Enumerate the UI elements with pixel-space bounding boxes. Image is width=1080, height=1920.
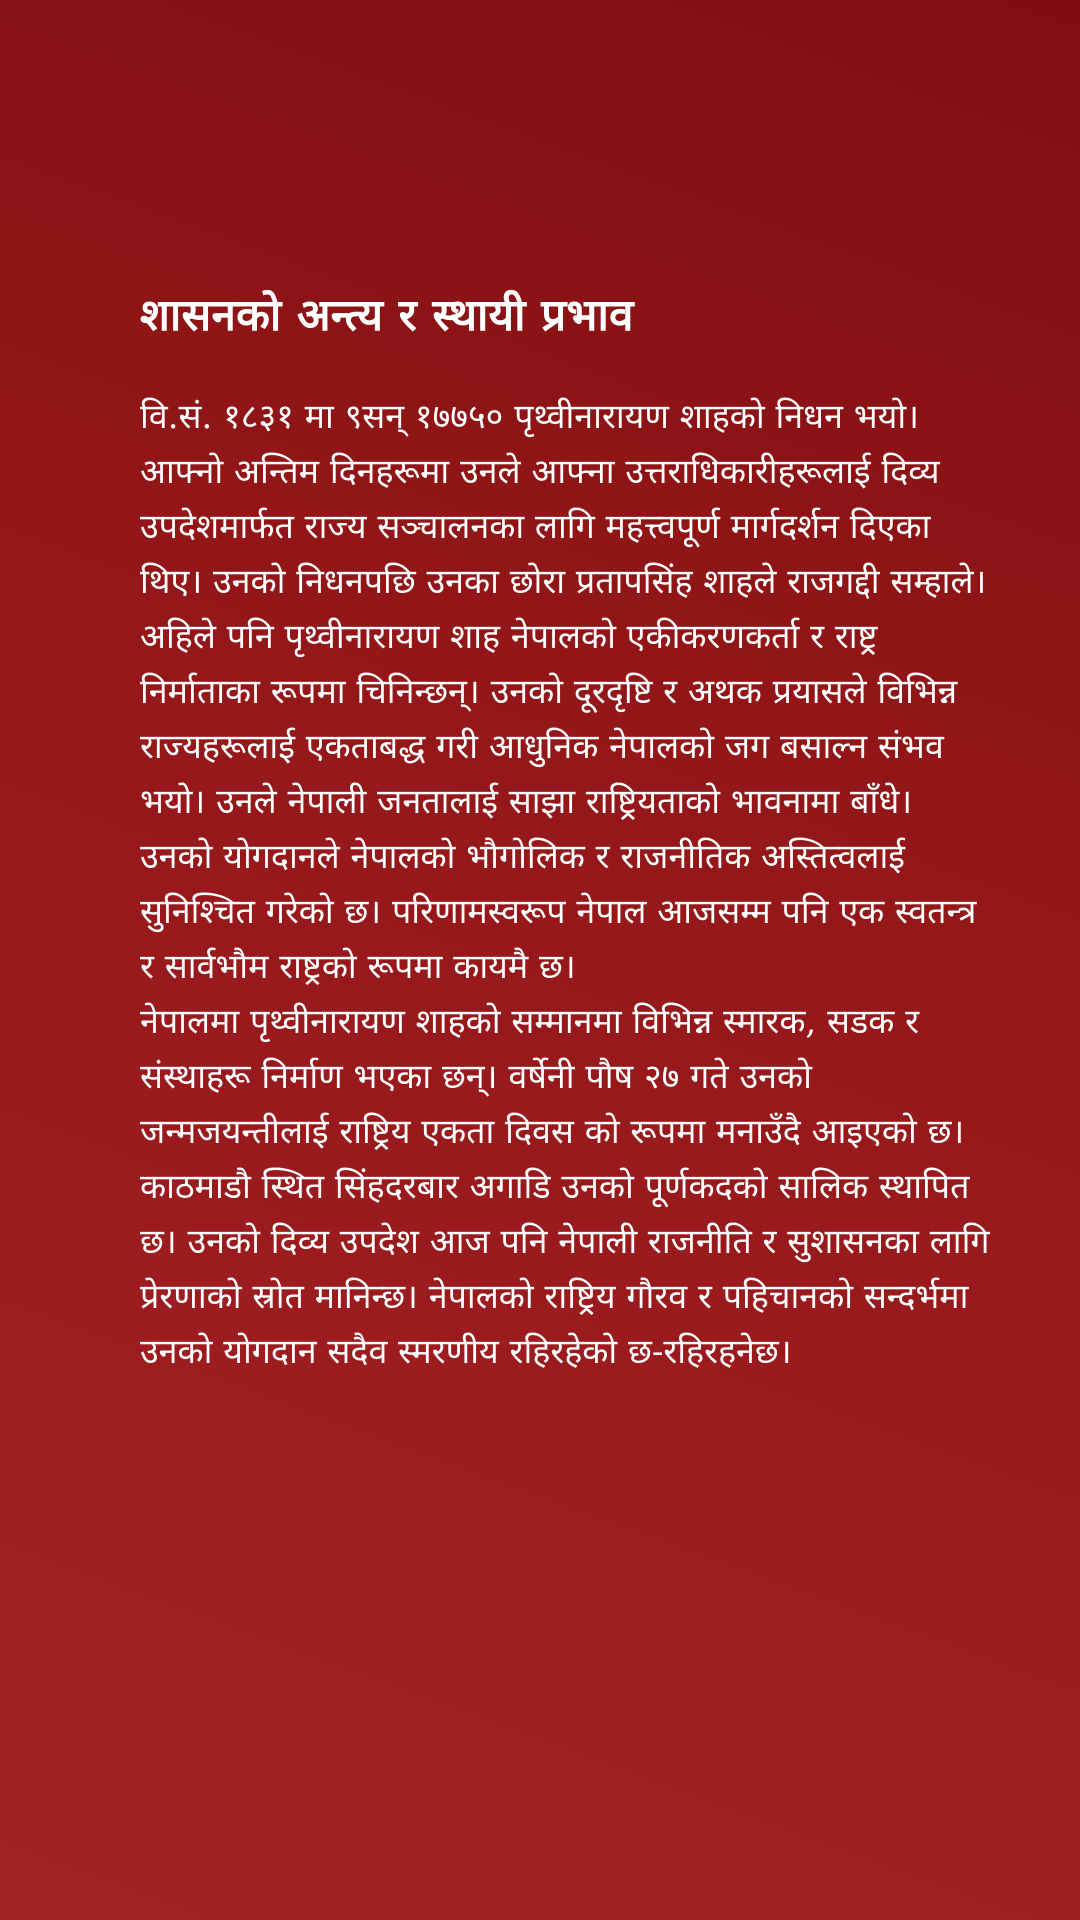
article-body xyxy=(140,390,990,1380)
paragraph-memorials: नेपालमा पृथ्वीनारायण शाहको सम्मानमा विभिन्न स्मारक, सडक र संस्थाहरू निर्माण भएका छन्। वर्षेनी पौष २७ गते उनको जन्मजयन्तीलाई राष्ट्रिय एकता दिवस को रूपमा मनाउँदै आइएको छ। काठमाडौ स्थित सिंहदरबार अगाडि उनको पूर्णकदको सालिक स्थापित छ। उनको दिव्य उपदेश आज पनि नेपाली राजनीति र सुशासनका लागि प्रेरणाको स्रोत मानिन्छ। नेपालको राष्ट्रिय गौरव र पहिचानको सन्दर्भमा उनको योगदान सदैव स्मरणीय रहिरहेको छ-रहिरहनेछ। xyxy=(140,1002,990,1372)
paragraph-reign-end: वि.सं. १८३१ मा ९सन् १७७५० पृथ्वीनारायण शाहको निधन भयो। आफ्नो अन्तिम दिनहरूमा उनले आफ्ना उत्तराधिकारीहरूलाई दिव्य उपदेशमार्फत राज्य सञ्चालनका लागि महत्त्वपूर्ण मार्गदर्शन दिएका थिए। उनको निधनपछि उनका छोरा प्रतापसिंह शाहले राजगद्दी सम्हाले। xyxy=(140,397,987,602)
paragraph-legacy: अहिले पनि पृथ्वीनारायण शाह नेपालको एकीकरणकर्ता र राष्ट्र निर्माताका रूपमा चिनिन्छन्। उनको दूरदृष्टि र अथक प्रयासले विभिन्न राज्यहरूलाई एकताबद्ध गरी आधुनिक नेपालको जग बसाल्न संभव भयो। उनले नेपाली जनतालाई साझा राष्ट्रियताको भावनामा बाँधे। उनको योगदानले नेपालको भौगोलिक र राजनीतिक अस्तित्वलाई सुनिश्चित गरेको छ। परिणामस्वरूप नेपाल आजसम्म पनि एक स्वतन्त्र र सार्वभौम राष्ट्रको रूपमा कायमै छ। xyxy=(140,617,977,987)
article-title: शासनको अन्त्य र स्थायी प्रभाव xyxy=(140,290,634,341)
